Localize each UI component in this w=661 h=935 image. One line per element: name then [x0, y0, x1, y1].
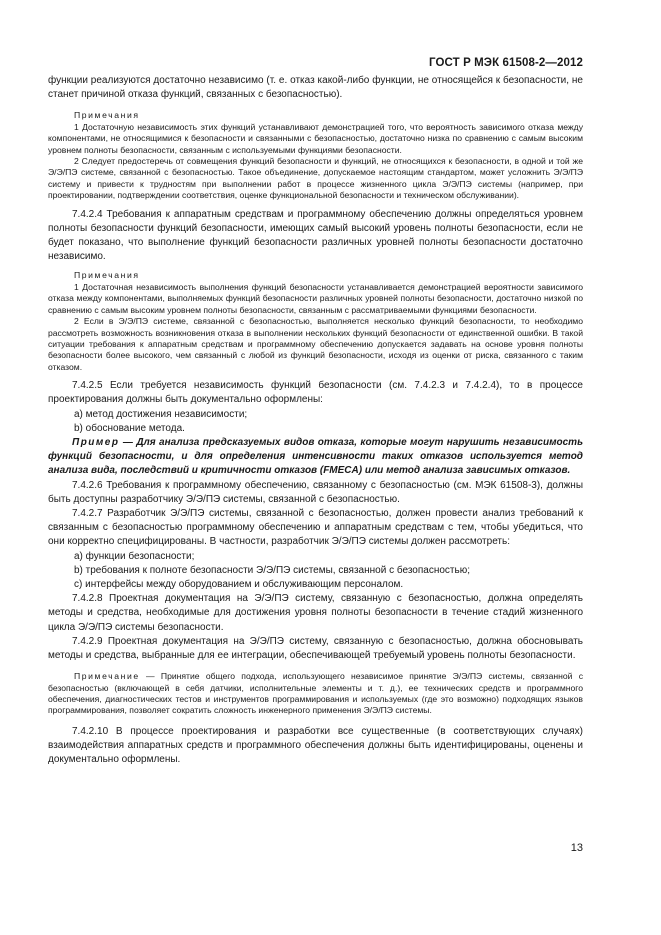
- document-header: ГОСТ Р МЭК 61508-2—2012: [429, 57, 583, 69]
- clause-7424: 7.4.2.4 Требования к аппаратным средствам и программному обеспечению должны определяться уровнем полноты безопасности функций безопасности, имеющих самый высокий уровень полноты безопасности, если не будет показано, что выполнение функций безопасности различных уровней полноты безопасности достаточно независимо.: [48, 208, 583, 263]
- example-text: — Для анализа предсказуемых видов отказа, которые могут нарушить независимость функций безопасности, и для определения интенсивности таких отказов используется метод анализа вида, последствий и критичности отказов (FMECA) или метод анализа зависимых отказов.: [48, 436, 584, 477]
- example-paragraph: [48, 436, 583, 479]
- intro-paragraph: функции реализуются достаточно независимо (т. е. отказ какой-либо функции, не относящейся к безопасности, не станет причиной отказа функций, связанных с безопасностью).: [48, 75, 583, 101]
- note-3: [48, 671, 583, 717]
- notes-heading-2: Примечания: [74, 270, 140, 281]
- list-item-7425-a: а) метод достижения независимости;: [74, 408, 248, 420]
- example-label: Пример: [72, 436, 120, 448]
- note-3-heading: Примечание: [74, 671, 140, 682]
- page-body: [48, 54, 583, 767]
- clause-7429: 7.4.2.9 Проектная документация на Э/Э/ПЭ систему, связанную с безопасностью, должна обосновывать методы и средства, выбранные для ее интеграции, обеспечивающей требуемый уровень полноты безопасности.: [48, 635, 583, 661]
- page-number: 13: [570, 842, 583, 854]
- note-2-2: 2 Если в Э/Э/ПЭ системе, связанной с безопасностью, выполняется несколько функций безопасности, то необходимо рассмотреть возможность возникновения отказа в выполнении нескольких функций безопасности от единственной ошибки. В такой ситуации требования к аппаратным средствам и программному обеспечению допускается задавать на основе уровня полноты безопасности более высокого, чем связанный с любой из функций безопасности, исходя из оценки от риска, связанного с таким отказом.: [48, 316, 583, 372]
- clause-7427: 7.4.2.7 Разработчик Э/Э/ПЭ системы, связанной с безопасностью, должен провести анализ требований к связанным с безопасностью программному обеспечению и аппаратным средствам с тем, чтобы убедиться, что они корректно специфицированы. В частности, разработчик Э/Э/ПЭ системы должен рассмотреть:: [48, 507, 583, 548]
- clause-7428: 7.4.2.8 Проектная документация на Э/Э/ПЭ систему, связанную с безопасностью, должна определять методы и средства, необходимые для достижения уровня полноты безопасности в течение стадий жизненного цикла Э/Э/ПЭ системы безопасности.: [48, 593, 583, 633]
- list-item-7427-c: с) интерфейсы между оборудованием и обслуживающим персоналом.: [74, 578, 404, 590]
- notes-heading-1: Примечания: [74, 110, 140, 121]
- list-item-7427-a: а) функции безопасности;: [74, 550, 195, 562]
- list-item-7425-b: b) обоснование метода.: [74, 422, 185, 434]
- list-item-7427-b: b) требования к полноте безопасности Э/Э/ПЭ системы, связанной с безопасностью;: [74, 564, 470, 576]
- clause-7426: 7.4.2.6 Требования к программному обеспечению, связанному с безопасностью (см. МЭК 61508-3), должны быть доступны разработчику Э/Э/ПЭ системы, связанной с безопасностью.: [48, 479, 583, 505]
- note-3-text: — Принятие общего подхода, использующего независимое принятие Э/Э/ПЭ системы, связанной с безопасностью (включающей в себя датчики, исполнительные элементы и т. д.), ее технических средств и программного обеспечения, диагностических тестов и инструментов программирования и используемых (где это возможно) подходящих языков программирования, позволяет сократить сложность инженерного применения Э/Э/ПЭ системы.: [48, 671, 583, 716]
- note-1-2: 2 Следует предостеречь от совмещения функций безопасности и функций, не относящихся к безопасности, в одной и той же Э/Э/ПЭ системе, связанной с безопасностью. Такое объединение, допускаемое настоящим стандартом, может усложнить Э/Э/ПЭ систему и привести к трудностям при выполнении работ в процессе жизненного цикла Э/Э/ПЭ системы (например, при проектировании, подтверждении соответствия, оценке функциональной безопасности и техническом обслуживании).: [48, 156, 583, 201]
- note-1-1: 1 Достаточную независимость этих функций устанавливают демонстрацией того, что вероятность зависимого отказа между компонентами, не относящимися к безопасности и связанными с безопасностью, достаточно низка по сравнению с самым высоким уровнем полноты безопасности, связанным с используемыми функциями безопасности.: [48, 121, 583, 155]
- clause-7425: 7.4.2.5 Если требуется независимость функций безопасности (см. 7.4.2.3 и 7.4.2.4), то в процессе проектирования должны быть документально оформлены:: [48, 380, 583, 406]
- clause-74210: 7.4.2.10 В процессе проектирования и разработки все существенные (в соответствующих случаях) взаимодействия аппаратных средств и программного обеспечения должны быть идентифицированы, оценены и документально оформлены.: [48, 725, 583, 766]
- note-2-1: 1 Достаточная независимость выполнения функций безопасности устанавливается демонстрацией вероятности зависимого отказа между компонентами, выполняемых функций безопасности различных уровней полноты безопасности, достаточно низкой по сравнению с самым высоким уровнем полноты безопасности, связанным с рассматриваемыми функциями безопасности.: [48, 281, 583, 315]
